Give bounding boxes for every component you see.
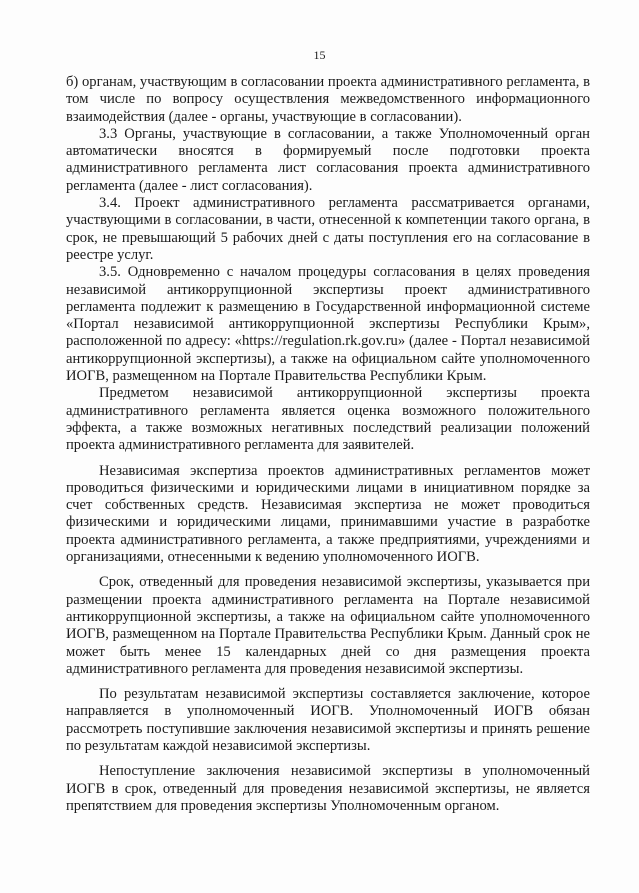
paragraph-3-4: 3.4. Проект административного регламента рассматривается органами, участвующими в согласовании, в части, отнесенной к компетенции такого органа, в срок, не превышающий 5 рабочих дней с даты поступления его на согласование в реестре услуг. xyxy=(66,195,590,263)
paragraph-expertise-results: По результатам независимой экспертизы составляется заключение, которое направляется в уполномоченный ИОГВ. Уполномоченный ИОГВ обязан рассмотреть поступившие заключения независимой экспертизы и принять решение по результатам каждой независимой экспертизы. xyxy=(66,686,590,754)
paragraph-expertise-term: Срок, отведенный для проведения независимой экспертизы, указывается при размещении проекта административного регламента на Портале независимой антикоррупционной экспертизы, а также на официальном сайте уполномоченного ИОГВ, размещенном на Портале Правительства Республики Крым. Данный срок не может быть менее 15 календарных дней со дня размещения проекта административного регламента для проведения независимой экспертизы. xyxy=(66,574,590,677)
paragraph-b-agencies: б) органам, участвующим в согласовании проекта административного регламента, в том числе по вопросу осуществления межведомственного информационного взаимодействия (далее - органы, участвующие в согласовании). xyxy=(66,74,590,125)
paragraph-independent-expertise: Независимая экспертиза проектов административных регламентов может проводиться физическими и юридическими лицами в инициативном порядке за счет собственных средств. Независимая экспертиза не может проводиться физическими и юридическими лицами, принимавшими участие в разработке проекта административного регламента, а также предприятиями, учреждениями и организациями, отнесенными к ведению уполномоченного ИОГВ. xyxy=(66,462,590,566)
paragraph-non-receipt: Непоступление заключения независимой экспертизы в уполномоченный ИОГВ в срок, отведенный для проведения независимой экспертизы, не является препятствием для проведения экспертизы Уполномоченным органом. xyxy=(66,763,590,814)
page-number: 15 xyxy=(313,48,326,62)
paragraph-3-3: 3.3 Органы, участвующие в согласовании, а также Уполномоченный орган автоматически вносятся в формируемый после подготовки проекта административного регламента лист согласования проекта административного регламента (далее - лист согласования). xyxy=(66,125,590,194)
document-body xyxy=(66,74,590,815)
paragraph-expertise-subject: Предметом независимой антикоррупционной экспертизы проекта административного регламента является оценка возможного положительного эффекта, а также возможных негативных последствий реализации положений проекта административного регламента для заявителей. xyxy=(66,385,590,454)
paragraph-3-5: 3.5. Одновременно с началом процедуры согласования в целях проведения независимой антикоррупционной экспертизы проект административного регламента подлежит к размещению в Государственной информационной системе «Портал независимой антикоррупционной экспертизы Республики Крым», расположенной по адресу: «https://regulation.rk.gov.ru» (далее - Портал независимой антикоррупционной экспертизы), а также на официальном сайте уполномоченного ИОГВ, размещенном на Портале Правительства Республики Крым. xyxy=(66,264,590,385)
